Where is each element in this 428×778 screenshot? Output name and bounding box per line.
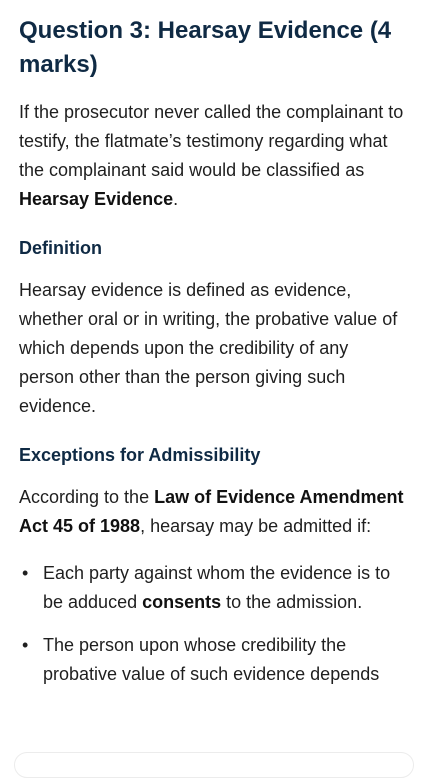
definition-heading: Definition [19,238,102,258]
exceptions-intro [19,483,408,541]
act-name: Law of Evidence Amendment Act 45 of 1988 [19,487,404,536]
list-item-text: The person upon whose credibility the probative value of such evidence depends [43,635,380,684]
definition-text: Hearsay evidence is defined as evidence, whether oral or in writing, the probative value of which depends upon the credibility of any person other than the person giving such evidence. [19,280,398,416]
exceptions-intro-text-end: , hearsay may be admitted if: [140,516,372,536]
bottom-card-edge [14,752,414,778]
intro-paragraph [19,98,408,214]
exceptions-intro-text: According to the [19,487,155,507]
list-item-text: Each party against whom the evidence is to be adduced [43,563,391,612]
bullet-icon: • [22,563,29,583]
question-title: Question 3: Hearsay Evidence (4 marks) [19,17,392,78]
intro-bold-term: Hearsay Evidence [19,189,174,209]
list-item-bold: consents [142,592,222,612]
bullet-icon: • [22,635,29,655]
exceptions-list [19,559,408,689]
intro-text: If the prosecutor never called the complainant to testify, the flatmate’s testimony regarding what the complainant said would be classified as [19,102,404,180]
exceptions-heading: Exceptions for Admissibility [19,445,261,465]
list-item-text-end: to the admission. [221,592,363,612]
intro-text-end: . [173,189,179,209]
list-item [19,559,408,617]
list-item [19,631,408,689]
